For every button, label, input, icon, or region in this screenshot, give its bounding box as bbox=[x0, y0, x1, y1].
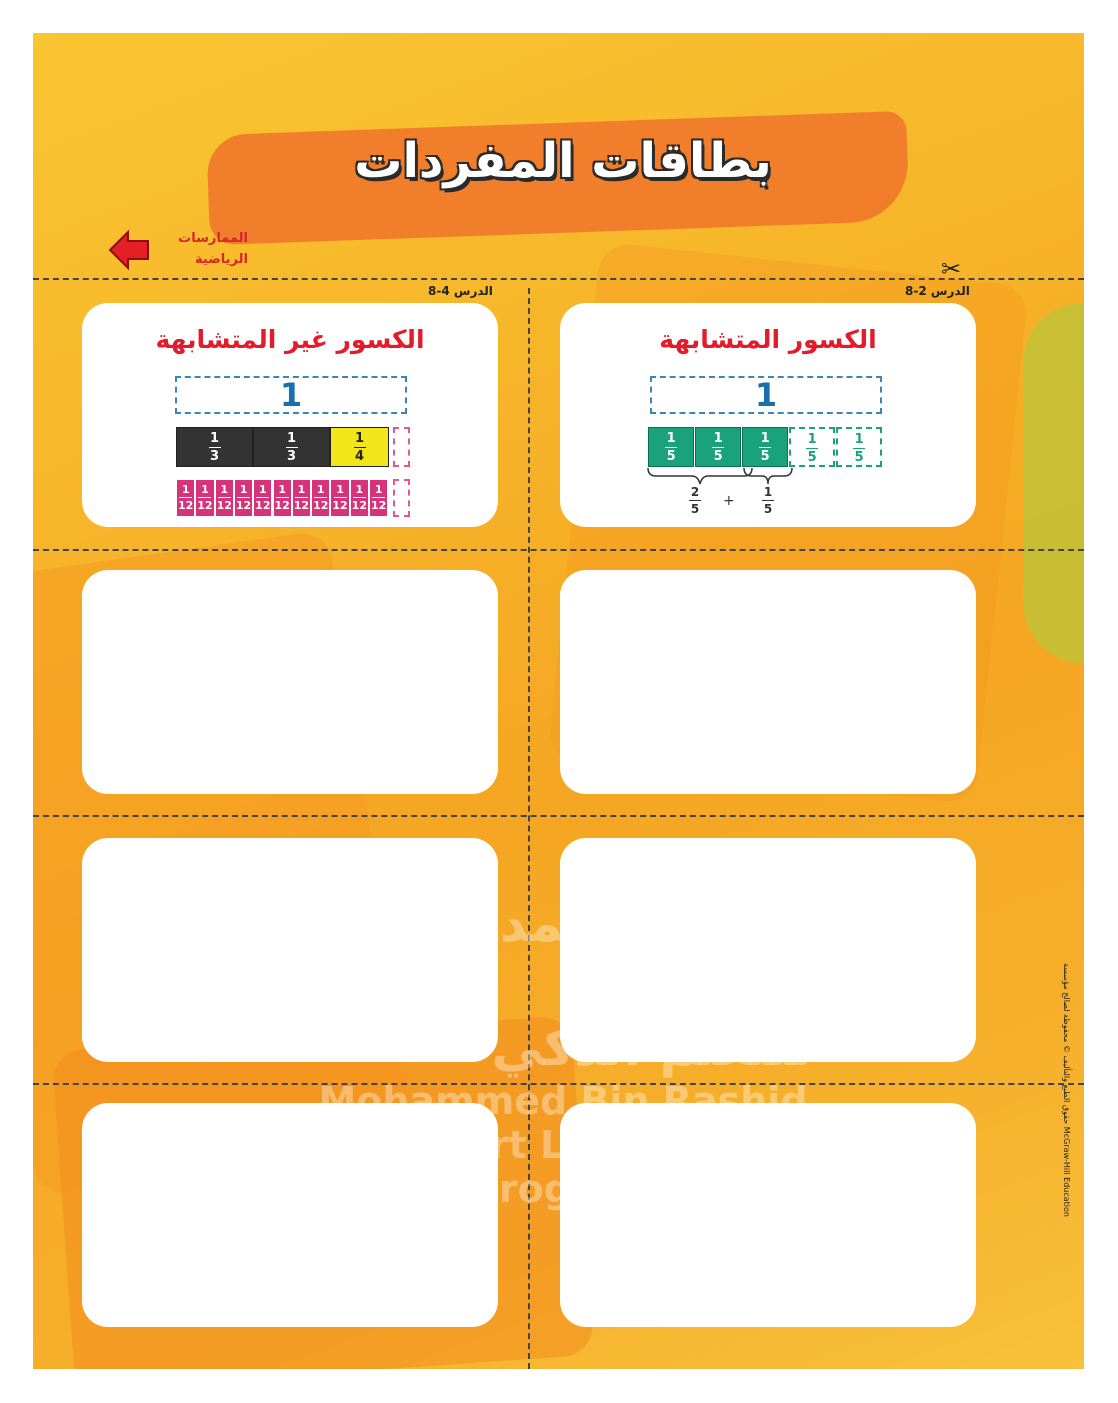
sum-term bbox=[680, 485, 710, 516]
fraction-numerator: 1 bbox=[209, 431, 220, 446]
math-practices-label bbox=[153, 228, 248, 270]
fraction-numerator: 1 bbox=[297, 483, 306, 496]
math-practices-line1: الممارسات bbox=[178, 231, 248, 246]
fraction-numerator: 1 bbox=[181, 483, 190, 496]
fraction-tile-twelfth bbox=[350, 479, 369, 517]
fraction-tile-twelfth bbox=[369, 479, 388, 517]
fraction-denominator: 12 bbox=[197, 499, 213, 512]
fraction-denominator: 5 bbox=[760, 449, 770, 464]
worksheet-page bbox=[33, 33, 1084, 1369]
fraction-numerator: 1 bbox=[286, 431, 297, 446]
fraction-denominator: 12 bbox=[293, 499, 310, 512]
fraction-denominator: 12 bbox=[216, 499, 232, 512]
sum-term-denominator: 5 bbox=[763, 502, 773, 516]
fraction-tile-twelfth bbox=[195, 479, 214, 517]
fraction-denominator: 12 bbox=[177, 499, 194, 512]
fraction-numerator: 1 bbox=[220, 483, 229, 496]
vocab-card-unlike-fractions bbox=[82, 303, 498, 527]
fraction-tile-third bbox=[253, 427, 330, 467]
fraction-numerator: 1 bbox=[336, 483, 344, 496]
fraction-denominator: 3 bbox=[209, 449, 220, 464]
fraction-denominator: 5 bbox=[713, 449, 723, 464]
fraction-numerator: 1 bbox=[666, 431, 676, 446]
math-practices-line2: الرياضية bbox=[195, 252, 248, 267]
fraction-denominator: 12 bbox=[255, 499, 271, 512]
paint-blob bbox=[1023, 303, 1084, 663]
fraction-tile-twelfth bbox=[330, 479, 349, 517]
fraction-denominator: 12 bbox=[274, 499, 290, 512]
fraction-numerator: 1 bbox=[354, 431, 365, 446]
fraction-numerator: 1 bbox=[760, 431, 770, 446]
fraction-numerator: 1 bbox=[374, 483, 383, 496]
fraction-numerator: 1 bbox=[259, 483, 267, 496]
fraction-denominator: 12 bbox=[313, 499, 329, 512]
fraction-tile-twelfth bbox=[292, 479, 311, 517]
left-arrow-icon bbox=[108, 230, 150, 270]
fraction-numerator: 1 bbox=[713, 431, 723, 446]
watermark bbox=[313, 893, 813, 1211]
vocab-card-blank bbox=[82, 570, 498, 794]
fraction-numerator: 1 bbox=[239, 483, 248, 496]
lesson-label-like-fractions: الدرس 2-8 bbox=[905, 284, 970, 298]
fraction-denominator: 5 bbox=[854, 450, 864, 465]
fraction-tile-twelfth bbox=[273, 479, 292, 517]
cut-line bbox=[33, 549, 1084, 551]
card-title: الكسور المتشابهة bbox=[659, 325, 877, 354]
fraction-tile-twelfth bbox=[253, 479, 272, 517]
watermark-english-line1: Mohammed Bin Rashid bbox=[318, 1079, 808, 1123]
sum-term-denominator: 5 bbox=[690, 502, 700, 516]
copyright-notice: حقوق الطبع والتأليف © محفوظة لصالح مؤسسة McGraw-Hill Education bbox=[1062, 963, 1071, 1217]
fraction-tile-twelfth bbox=[311, 479, 330, 517]
fraction-tile-twelfth bbox=[176, 479, 195, 517]
fraction-denominator: 12 bbox=[351, 499, 367, 512]
fraction-denominator: 12 bbox=[370, 499, 387, 512]
cut-line bbox=[33, 278, 1084, 280]
math-practices-link[interactable] bbox=[108, 228, 248, 283]
plus-sign: + bbox=[723, 493, 735, 509]
fraction-numerator: 1 bbox=[807, 432, 817, 447]
remaining-gap bbox=[393, 479, 410, 517]
whole-bar: 1 bbox=[175, 376, 407, 414]
whole-bar: 1 bbox=[650, 376, 882, 414]
fraction-numerator: 1 bbox=[316, 483, 325, 496]
fraction-numerator: 1 bbox=[854, 432, 864, 447]
fraction-tile-twelfth bbox=[234, 479, 253, 517]
card-title: الكسور غير المتشابهة bbox=[155, 325, 425, 354]
vocab-card-like-fractions bbox=[560, 303, 976, 527]
fraction-denominator: 5 bbox=[666, 449, 676, 464]
sum-term bbox=[753, 485, 783, 516]
vocab-card-blank bbox=[560, 570, 976, 794]
cut-line bbox=[33, 815, 1084, 817]
fraction-tile-third bbox=[176, 427, 253, 467]
watermark-arabic-line1: برنامج محمد بن راشد bbox=[415, 894, 813, 1016]
sum-term-numerator: 1 bbox=[763, 485, 773, 499]
fraction-denominator: 3 bbox=[286, 449, 297, 464]
page-title: بطاقات المفردات bbox=[354, 133, 772, 189]
fraction-numerator: 1 bbox=[201, 483, 209, 496]
fraction-tile-twelfth bbox=[215, 479, 234, 517]
remaining-gap bbox=[393, 427, 410, 467]
watermark-arabic-line2: للتعلم الذكي bbox=[491, 1018, 813, 1078]
fraction-denominator: 12 bbox=[235, 499, 252, 512]
fraction-tile-fourth bbox=[330, 427, 389, 467]
fraction-numerator: 1 bbox=[278, 483, 286, 496]
scissors-icon: ✂ bbox=[941, 255, 962, 283]
fraction-denominator: 4 bbox=[354, 449, 365, 464]
fraction-numerator: 1 bbox=[355, 483, 364, 496]
fraction-denominator: 5 bbox=[807, 450, 817, 465]
lesson-label-unlike-fractions: الدرس 4-8 bbox=[428, 284, 493, 298]
watermark-english-line2: Smart Learning Program bbox=[397, 1123, 729, 1211]
sum-term-numerator: 2 bbox=[690, 485, 700, 499]
fraction-denominator: 12 bbox=[332, 499, 348, 512]
